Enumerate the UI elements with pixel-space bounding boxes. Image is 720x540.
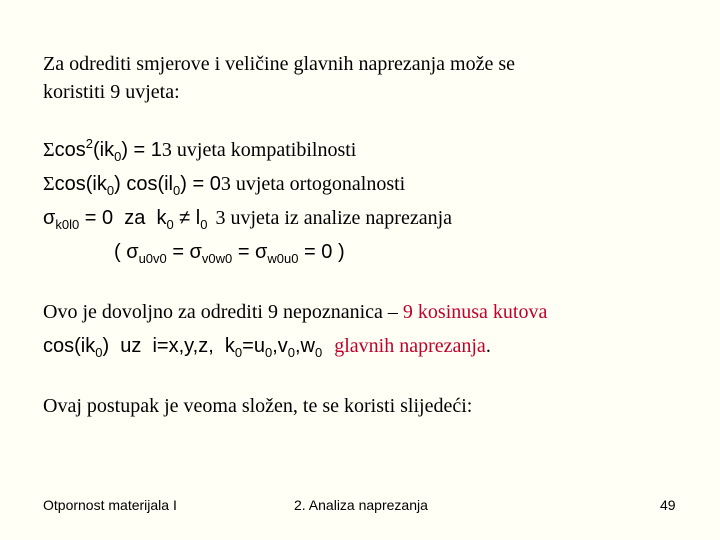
conclusion-line-1: Ovo je dovoljno za odrediti 9 nepoznanica – 9 kosinusa kutova bbox=[43, 301, 548, 323]
intro-line-2: koristiti 9 uvjeta: bbox=[43, 81, 180, 103]
conclusion-line-2: $\cos(ik_0)$ uz i=x,y,z, $k_0=u_0,v_0,w_0$ glavnih naprezanja. bbox=[43, 335, 491, 360]
intro-line-1: Za odrediti smjerove i veličine glavnih naprezanja može se bbox=[43, 53, 516, 75]
sigma-symbol: σ bbox=[43, 207, 56, 229]
condition-stress-analysis: $\sigma_{k0l0} = 0$ za $k_0 \ne l_0$ 3 uvjeta iz analize naprezanja bbox=[43, 207, 453, 232]
closing-line: Ovaj postupak je veoma složen, te se koristi slijedeći: bbox=[43, 395, 473, 417]
condition-compatibility: $\Sigma\cos^2(ik_0) = 13$ uvjeta kompatibilnosti bbox=[43, 136, 357, 164]
sum-symbol: Σ bbox=[43, 139, 55, 161]
condition-orthogonality: $\Sigma\cos(ik_0) \cos(il_0) = 03$ uvjeta ortogonalnosti bbox=[43, 173, 406, 198]
highlight-principal-stresses: glavnih naprezanja bbox=[334, 335, 486, 357]
sum-symbol: Σ bbox=[43, 173, 55, 195]
shear-stress-equation: ( $\sigma_{u0v0} = \sigma_{v0w0} = \sigma_{w0u0} = 0$ ) bbox=[114, 241, 345, 266]
footer-chapter: 2. Analiza naprezanja bbox=[294, 497, 428, 513]
page-number: 49 bbox=[660, 497, 676, 513]
highlight-cosines: 9 kosinusa kutova bbox=[402, 301, 548, 323]
footer-course: Otpornost materijala I bbox=[43, 497, 177, 513]
